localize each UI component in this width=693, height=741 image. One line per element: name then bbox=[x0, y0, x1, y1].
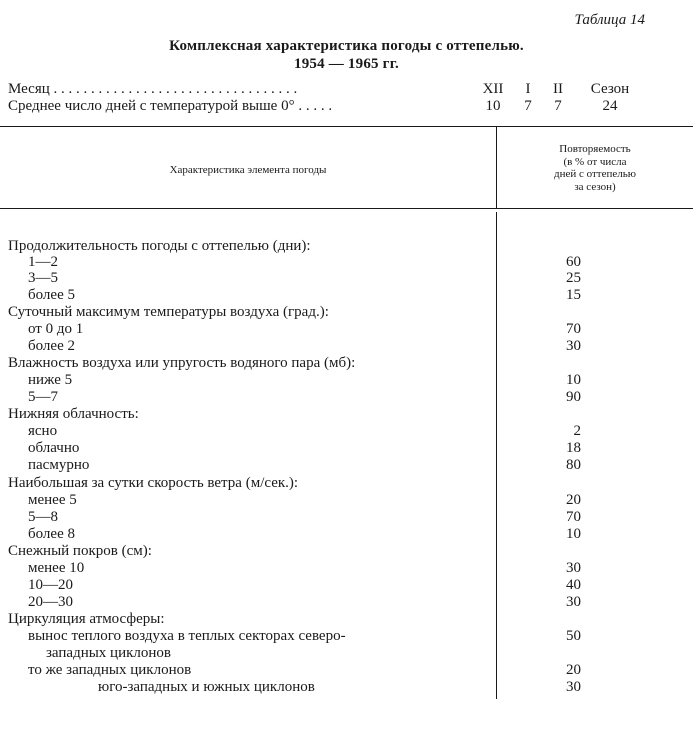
header-characteristic: Характеристика элемента погоды bbox=[169, 164, 327, 176]
header-frequency-line: (в % от числа bbox=[563, 155, 627, 168]
subitem-row: облачно bbox=[28, 440, 80, 456]
subitem-row: 5—7 bbox=[28, 389, 58, 405]
table-period: 1954 — 1965 гг. bbox=[294, 56, 399, 72]
subitem-row: юго-западных и южных циклонов bbox=[98, 679, 315, 695]
subitem-row: более 5 bbox=[28, 287, 75, 303]
month-col-i: I bbox=[525, 81, 531, 97]
frequency-value: 30 bbox=[566, 594, 581, 610]
days-label: Среднее число дней с температурой выше 0° bbox=[8, 98, 295, 114]
frequency-value: 60 bbox=[566, 254, 581, 270]
subitem-row: то же западных циклонов bbox=[28, 662, 192, 678]
subitem-row: от 0 до 1 bbox=[28, 321, 84, 337]
subitem-row: ниже 5 bbox=[28, 372, 73, 388]
frequency-value: 20 bbox=[566, 662, 581, 678]
frequency-value: 40 bbox=[566, 577, 581, 593]
frequency-value: 10 bbox=[566, 526, 581, 542]
category-row: Продолжительность погоды с оттепелью (дни): bbox=[8, 238, 311, 254]
frequency-value: 30 bbox=[566, 679, 581, 695]
category-row: Циркуляция атмосферы: bbox=[8, 611, 165, 627]
days-i: 7 bbox=[524, 98, 532, 114]
subitem-row: 20—30 bbox=[28, 594, 73, 610]
frequency-value: 70 bbox=[566, 321, 581, 337]
frequency-value: 10 bbox=[566, 372, 581, 388]
subitem-row: ясно bbox=[28, 423, 58, 439]
category-row: Нижняя облачность: bbox=[8, 406, 139, 422]
frequency-value: 30 bbox=[566, 338, 581, 354]
frequency-value: 50 bbox=[566, 628, 581, 644]
category-row: Суточный максимум температуры воздуха (град.): bbox=[8, 304, 329, 320]
header-frequency-line: Повторяемость bbox=[559, 143, 631, 155]
dot-leader: . . . . . . . . . . . . . . . . . . . . . . . . . . . . . . . . . bbox=[49, 81, 298, 97]
header-frequency-line: за сезон) bbox=[574, 180, 616, 193]
subitem-row: пасмурно bbox=[28, 457, 90, 473]
subitem-row: 1—2 bbox=[28, 254, 58, 270]
category-row: Наибольшая за сутки скорость ветра (м/сек.): bbox=[8, 475, 299, 491]
days-xii: 10 bbox=[485, 98, 501, 114]
subitem-row: более 2 bbox=[28, 338, 75, 354]
subitem-row: 3—5 bbox=[28, 270, 58, 286]
frequency-value: 20 bbox=[566, 492, 581, 508]
subitem-row: менее 5 bbox=[28, 492, 77, 508]
table-top-rule bbox=[0, 126, 693, 127]
subitem-row: менее 10 bbox=[28, 560, 85, 576]
frequency-value: 30 bbox=[566, 560, 581, 576]
category-row: Снежный покров (см): bbox=[8, 543, 152, 559]
table-title: Комплексная характеристика погоды с оттепелью. bbox=[169, 38, 524, 54]
month-row bbox=[8, 81, 297, 98]
month-col-xii: XII bbox=[482, 81, 504, 97]
frequency-value: 80 bbox=[566, 457, 581, 473]
subitem-continuation: западных циклонов bbox=[46, 645, 171, 661]
body-column-divider bbox=[496, 212, 497, 699]
month-col-ii: II bbox=[553, 81, 563, 97]
days-season: 24 bbox=[602, 98, 618, 114]
days-ii: 7 bbox=[554, 98, 562, 114]
table-number: Таблица 14 bbox=[574, 12, 645, 28]
month-label: Месяц bbox=[8, 81, 50, 97]
frequency-value: 2 bbox=[573, 423, 581, 439]
frequency-value: 70 bbox=[566, 509, 581, 525]
subitem-row: 5—8 bbox=[28, 509, 58, 525]
frequency-value: 18 bbox=[566, 440, 581, 456]
subitem-row: более 8 bbox=[28, 526, 75, 542]
header-frequency-line: дней с оттепелью bbox=[554, 168, 636, 180]
header-bottom-rule bbox=[0, 208, 693, 209]
subitem-row: вынос теплого воздуха в теплых секторах северо- bbox=[28, 628, 346, 644]
category-row: Влажность воздуха или упругость водяного пара (мб): bbox=[8, 355, 356, 371]
month-col-season: Сезон bbox=[590, 81, 630, 97]
days-row bbox=[8, 98, 332, 115]
header-frequency bbox=[497, 143, 693, 193]
frequency-value: 15 bbox=[566, 287, 581, 303]
subitem-row: 10—20 bbox=[28, 577, 73, 593]
dot-leader: . . . . . bbox=[294, 98, 333, 114]
frequency-value: 90 bbox=[566, 389, 581, 405]
frequency-value: 25 bbox=[566, 270, 581, 286]
